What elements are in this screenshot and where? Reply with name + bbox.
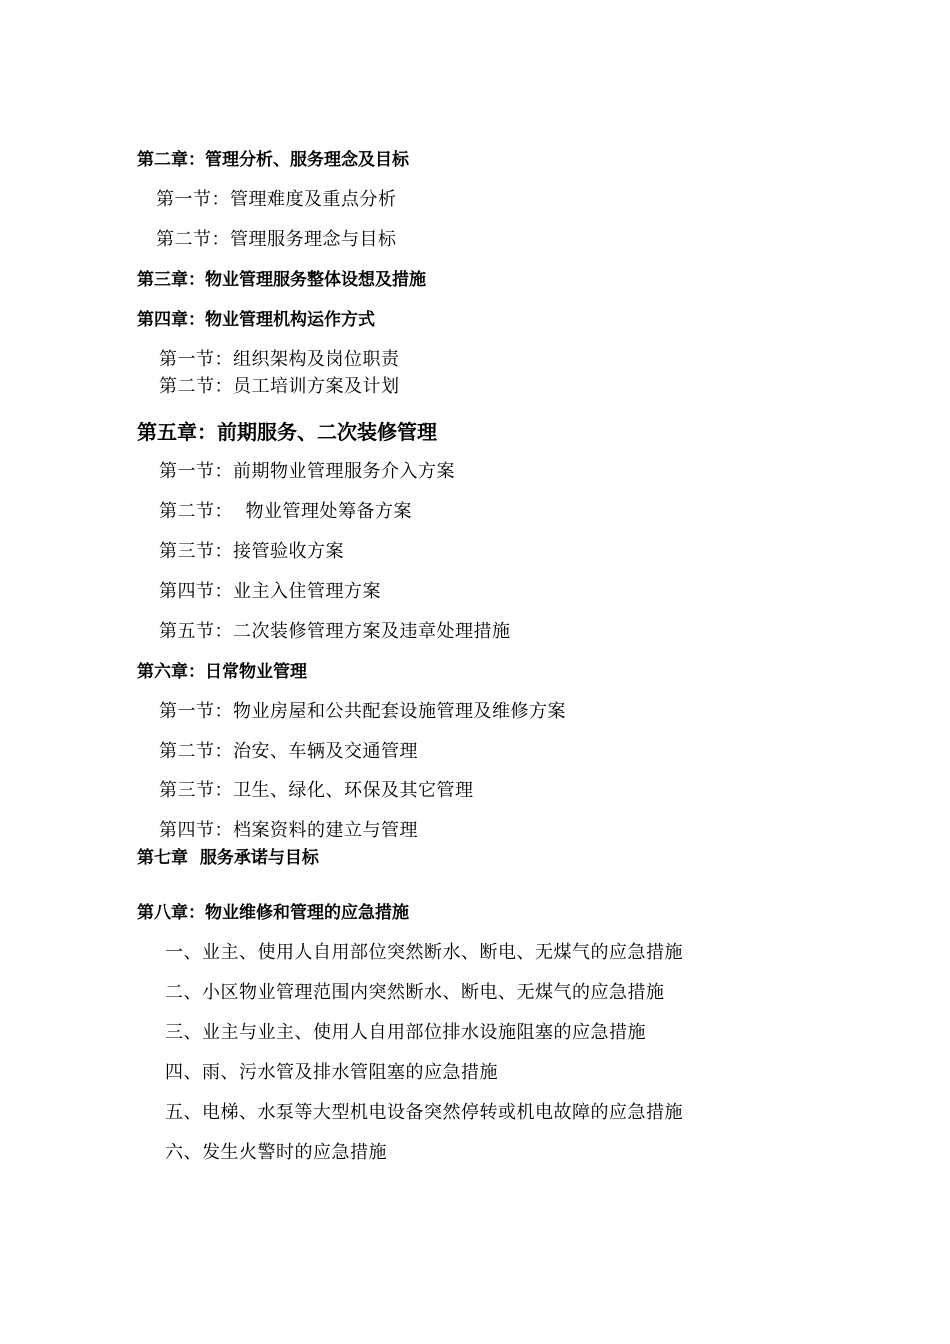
chapter-4-heading: 第四章：物业管理机构运作方式: [137, 310, 375, 330]
chapter-2-heading: 第二章：管理分析、服务理念及目标: [137, 150, 409, 170]
chapter-5-section-3: 第三节：接管验收方案: [159, 541, 344, 562]
chapter-8-heading: 第八章：物业维修和管理的应急措施: [137, 903, 409, 923]
chapter-4-section-2: 第二节：员工培训方案及计划: [159, 376, 400, 397]
chapter-8-item-2: 二、小区物业管理范围内突然断水、断电、无煤气的应急措施: [165, 982, 665, 1003]
chapter-2-section-2: 第二节：管理服务理念与目标: [156, 229, 397, 250]
chapter-8-item-3: 三、业主与业主、使用人自用部位排水设施阻塞的应急措施: [165, 1022, 646, 1043]
chapter-7-heading: 第七章 服务承诺与目标: [137, 848, 319, 868]
chapter-6-section-1: 第一节：物业房屋和公共配套设施管理及维修方案: [159, 701, 566, 722]
chapter-5-section-2: 第二节： 物业管理处筹备方案: [159, 501, 412, 522]
chapter-8-item-6: 六、发生火警时的应急措施: [165, 1142, 387, 1163]
chapter-8-item-4: 四、雨、污水管及排水管阻塞的应急措施: [165, 1062, 498, 1083]
chapter-8-item-5: 五、电梯、水泵等大型机电设备突然停转或机电故障的应急措施: [165, 1102, 683, 1123]
chapter-2-section-1: 第一节：管理难度及重点分析: [156, 189, 397, 210]
chapter-5-heading: 第五章：前期服务、二次装修管理: [137, 420, 437, 444]
chapter-4-section-1: 第一节：组织架构及岗位职责: [159, 349, 400, 370]
chapter-5-section-4: 第四节：业主入住管理方案: [159, 581, 381, 602]
chapter-6-section-3: 第三节：卫生、绿化、环保及其它管理: [159, 780, 474, 801]
chapter-6-section-4: 第四节：档案资料的建立与管理: [159, 820, 418, 841]
chapter-3-heading: 第三章：物业管理服务整体设想及措施: [137, 270, 426, 290]
chapter-6-heading: 第六章：日常物业管理: [137, 662, 307, 682]
chapter-5-section-1: 第一节：前期物业管理服务介入方案: [159, 461, 455, 482]
chapter-8-item-1: 一、业主、使用人自用部位突然断水、断电、无煤气的应急措施: [165, 942, 683, 963]
chapter-5-section-5: 第五节：二次装修管理方案及违章处理措施: [159, 621, 511, 642]
chapter-6-section-2: 第二节：治安、车辆及交通管理: [159, 741, 418, 762]
